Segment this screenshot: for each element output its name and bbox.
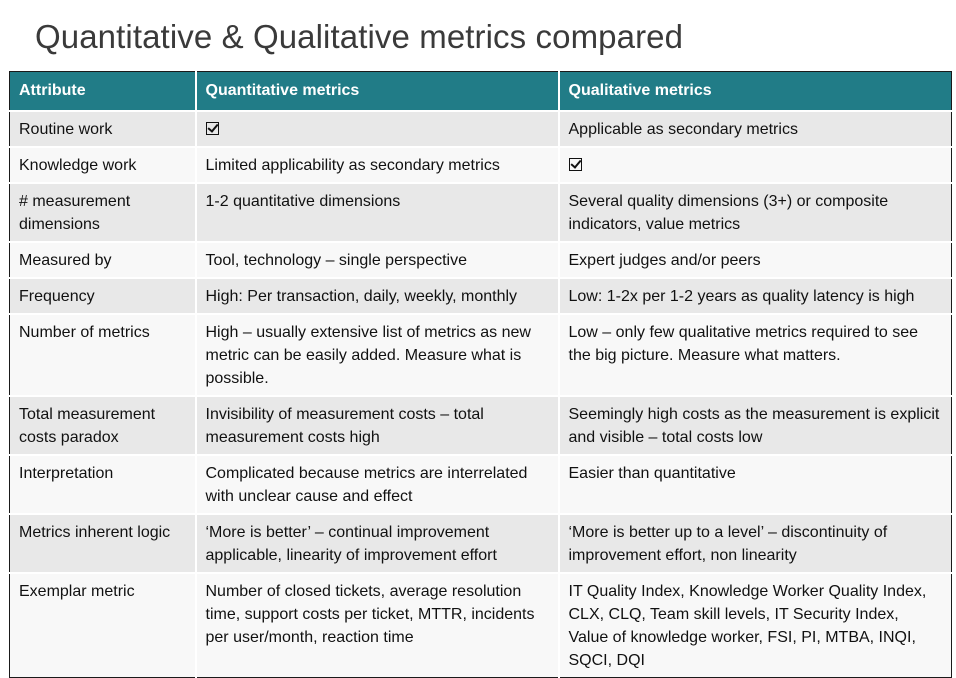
attribute-cell: Number of metrics <box>10 314 196 396</box>
table-row <box>10 147 952 183</box>
attribute-cell: Frequency <box>10 278 196 314</box>
qualitative-cell: Seemingly high costs as the measurement is explicit and visible – total costs low <box>559 396 952 455</box>
attribute-cell: Total measurement costs paradox <box>10 396 196 455</box>
qualitative-cell: Several quality dimensions (3+) or composite indicators, value metrics <box>559 183 952 242</box>
qualitative-cell: IT Quality Index, Knowledge Worker Quality Index, CLX, CLQ, Team skill levels, IT Security Index, Value of knowledge worker, FSI, PI, MTBA, INQI, SQCI, DQI <box>559 573 952 678</box>
attribute-cell: Measured by <box>10 242 196 278</box>
page-title: Quantitative & Qualitative metrics compared <box>35 18 684 55</box>
qualitative-cell: Expert judges and/or peers <box>559 242 952 278</box>
qualitative-cell <box>559 147 952 183</box>
table-row <box>10 183 952 242</box>
attribute-cell: Exemplar metric <box>10 573 196 678</box>
quantitative-cell: High – usually extensive list of metrics as new metric can be easily added. Measure what is possible. <box>196 314 559 396</box>
table-row <box>10 242 952 278</box>
qualitative-cell: Low – only few qualitative metrics required to see the big picture. Measure what matters. <box>559 314 952 396</box>
table-row <box>10 278 952 314</box>
quantitative-cell: 1-2 quantitative dimensions <box>196 183 559 242</box>
table-row <box>10 396 952 455</box>
qualitative-cell: Low: 1-2x per 1-2 years as quality latency is high <box>559 278 952 314</box>
attribute-cell: Metrics inherent logic <box>10 514 196 573</box>
attribute-cell: Interpretation <box>10 455 196 514</box>
quantitative-cell: Tool, technology – single perspective <box>196 242 559 278</box>
attribute-cell: Routine work <box>10 111 196 147</box>
quantitative-cell: High: Per transaction, daily, weekly, monthly <box>196 278 559 314</box>
header-quantitative: Quantitative metrics <box>196 72 559 112</box>
checkbox-checked-icon <box>569 158 582 171</box>
qualitative-cell: Applicable as secondary metrics <box>559 111 952 147</box>
quantitative-cell <box>196 111 559 147</box>
qualitative-cell: Easier than quantitative <box>559 455 952 514</box>
table-row <box>10 455 952 514</box>
table-row <box>10 111 952 147</box>
table-header-row <box>10 72 952 112</box>
qualitative-cell: ‘More is better up to a level’ – discontinuity of improvement effort, non linearity <box>559 514 952 573</box>
comparison-table <box>9 71 952 678</box>
quantitative-cell: Invisibility of measurement costs – total measurement costs high <box>196 396 559 455</box>
table-row <box>10 514 952 573</box>
attribute-cell: # measurement dimensions <box>10 183 196 242</box>
header-qualitative: Qualitative metrics <box>559 72 952 112</box>
attribute-cell: Knowledge work <box>10 147 196 183</box>
quantitative-cell: Number of closed tickets, average resolution time, support costs per ticket, MTTR, incidents per user/month, reaction time <box>196 573 559 678</box>
table-row <box>10 314 952 396</box>
quantitative-cell: ‘More is better’ – continual improvement applicable, linearity of improvement effort <box>196 514 559 573</box>
table-row <box>10 573 952 678</box>
quantitative-cell: Complicated because metrics are interrelated with unclear cause and effect <box>196 455 559 514</box>
header-attribute: Attribute <box>10 72 196 112</box>
checkbox-checked-icon <box>206 122 219 135</box>
quantitative-cell: Limited applicability as secondary metrics <box>196 147 559 183</box>
